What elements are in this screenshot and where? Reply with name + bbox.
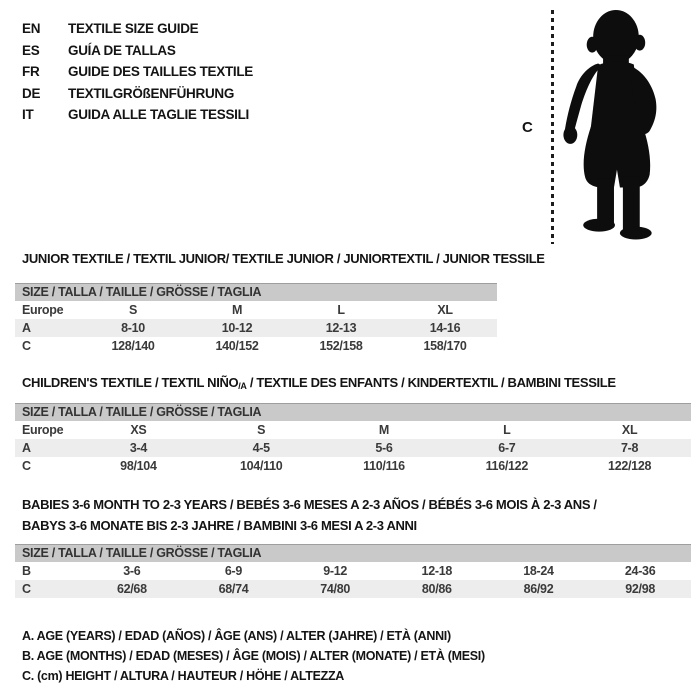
table-row xyxy=(15,337,497,355)
row-label: A xyxy=(15,439,77,457)
toddler-silhouette-icon xyxy=(556,8,666,241)
row-label: C xyxy=(15,580,81,598)
lang-code: IT xyxy=(22,107,34,122)
size-header-row xyxy=(15,284,497,301)
cell-value: S xyxy=(128,302,138,317)
lang-title: GUÍA DE TALLAS xyxy=(68,42,176,58)
height-measure-label: C xyxy=(522,119,533,136)
cell-value: 8-10 xyxy=(81,319,185,337)
cell-value: 152/158 xyxy=(319,338,363,353)
cell-value: 80/86 xyxy=(386,580,488,598)
cell-value: 6-9 xyxy=(224,563,243,578)
cell-value: 116/122 xyxy=(485,458,528,473)
lang-code: FR xyxy=(22,64,40,79)
footnote-c: C. (cm) HEIGHT / ALTURA / HAUTEUR / HÖHE / ALTEZZA xyxy=(22,669,345,683)
cell-value: M xyxy=(231,302,243,317)
lang-row-es xyxy=(22,40,253,62)
size-header-bar: SIZE / TALLA / TAILLE / GRÖSSE / TAGLIA xyxy=(15,404,691,421)
cell-value: 12-18 xyxy=(421,563,453,578)
cell-value: 6-7 xyxy=(445,439,568,457)
lang-title: GUIDA ALLE TAGLIE TESSILI xyxy=(68,107,249,122)
footnote-b: B. AGE (MONTHS) / EDAD (MESES) / ÂGE (MOIS) / ALTER (MONATE) / ETÀ (MESI) xyxy=(22,649,485,663)
table-row xyxy=(15,301,497,319)
row-label: C xyxy=(22,458,31,473)
size-header-bar: SIZE / TALLA / TAILLE / GRÖSSE / TAGLIA xyxy=(15,545,691,562)
cell-value: 5-6 xyxy=(323,439,446,457)
row-label: C xyxy=(22,338,31,353)
cell-value: 3-4 xyxy=(77,439,200,457)
lang-row-de xyxy=(22,83,253,105)
heading-line-1: BABIES 3-6 MONTH TO 2-3 YEARS / BEBÉS 3-6 MESES A 2-3 AÑOS / BÉBÉS 3-6 MOIS À 2-3 ANS / xyxy=(22,497,597,512)
cell-value: 3-6 xyxy=(123,563,141,578)
table-row xyxy=(15,421,691,439)
cell-value: 7-8 xyxy=(568,439,691,457)
lang-row-it xyxy=(22,104,253,126)
table-row xyxy=(15,580,691,598)
cell-value: 10-12 xyxy=(185,319,289,337)
row-label: Europe xyxy=(22,422,64,437)
cell-value: 128/140 xyxy=(111,338,155,353)
footnotes xyxy=(22,626,485,686)
cell-value: 4-5 xyxy=(200,439,323,457)
cell-value: 18-24 xyxy=(523,563,554,578)
cell-value: 14-16 xyxy=(393,319,497,337)
table-row xyxy=(15,319,497,337)
heading-text: / TEXTILE DES ENFANTS / KINDERTEXTIL / BAMBINI TESSILE xyxy=(246,375,616,390)
size-header-row xyxy=(15,545,691,562)
cell-value: 158/170 xyxy=(423,338,467,353)
lang-code: EN xyxy=(22,21,41,36)
junior-section-heading: JUNIOR TEXTILE / TEXTIL JUNIOR/ TEXTILE JUNIOR / JUNIORTEXTIL / JUNIOR TESSILE xyxy=(22,251,545,266)
lang-title: TEXTILE SIZE GUIDE xyxy=(68,21,199,36)
lang-title: GUIDE DES TAILLES TEXTILE xyxy=(68,64,254,79)
row-label: A xyxy=(15,319,81,337)
cell-value: M xyxy=(378,422,390,437)
heading-line-2: BABYS 3-6 MONATE BIS 2-3 JAHRE / BAMBINI 3-6 MESI A 2-3 ANNI xyxy=(22,518,417,533)
cell-value: 98/104 xyxy=(120,458,157,473)
babies-size-table xyxy=(15,544,691,598)
cell-value: 12-13 xyxy=(289,319,393,337)
heading-subscript: /A xyxy=(238,381,247,391)
babies-section-heading xyxy=(22,494,597,536)
lang-code: ES xyxy=(22,42,40,58)
cell-value: 86/92 xyxy=(488,580,590,598)
cell-value: S xyxy=(257,422,266,437)
cell-value: 104/110 xyxy=(239,458,283,473)
children-section-heading xyxy=(22,375,616,390)
cell-value: L xyxy=(503,422,511,437)
size-header-row xyxy=(15,404,691,421)
height-measure-dotted-line xyxy=(551,10,554,244)
cell-value: XL xyxy=(621,422,638,437)
row-label: Europe xyxy=(22,302,64,317)
junior-size-table xyxy=(15,283,497,355)
cell-value: 62/68 xyxy=(81,580,183,598)
table-row xyxy=(15,562,691,580)
lang-title: TEXTILGRÖßENFÜHRUNG xyxy=(68,85,235,101)
footnote-a: A. AGE (YEARS) / EDAD (AÑOS) / ÂGE (ANS) / ALTER (JAHRE) / ETÀ (ANNI) xyxy=(22,629,451,643)
cell-value: XL xyxy=(437,302,453,317)
cell-value: 122/128 xyxy=(608,458,652,473)
children-size-table xyxy=(15,403,691,475)
table-row xyxy=(15,457,691,475)
lang-row-fr xyxy=(22,61,253,83)
cell-value: XS xyxy=(130,422,147,437)
cell-value: 24-36 xyxy=(624,563,656,578)
table-row xyxy=(15,439,691,457)
cell-value: 92/98 xyxy=(589,580,691,598)
size-header-bar: SIZE / TALLA / TAILLE / GRÖSSE / TAGLIA xyxy=(15,284,497,301)
cell-value: 74/80 xyxy=(284,580,386,598)
lang-code: DE xyxy=(22,85,41,101)
cell-value: 140/152 xyxy=(215,338,259,353)
cell-value: 110/116 xyxy=(363,458,405,473)
cell-value: 68/74 xyxy=(183,580,285,598)
language-title-list xyxy=(22,18,253,126)
row-label: B xyxy=(22,563,31,578)
heading-text: CHILDREN'S TEXTILE / TEXTIL NIÑO xyxy=(22,375,239,390)
cell-value: 9-12 xyxy=(323,563,348,578)
cell-value: L xyxy=(337,302,345,317)
lang-row-en xyxy=(22,18,253,40)
